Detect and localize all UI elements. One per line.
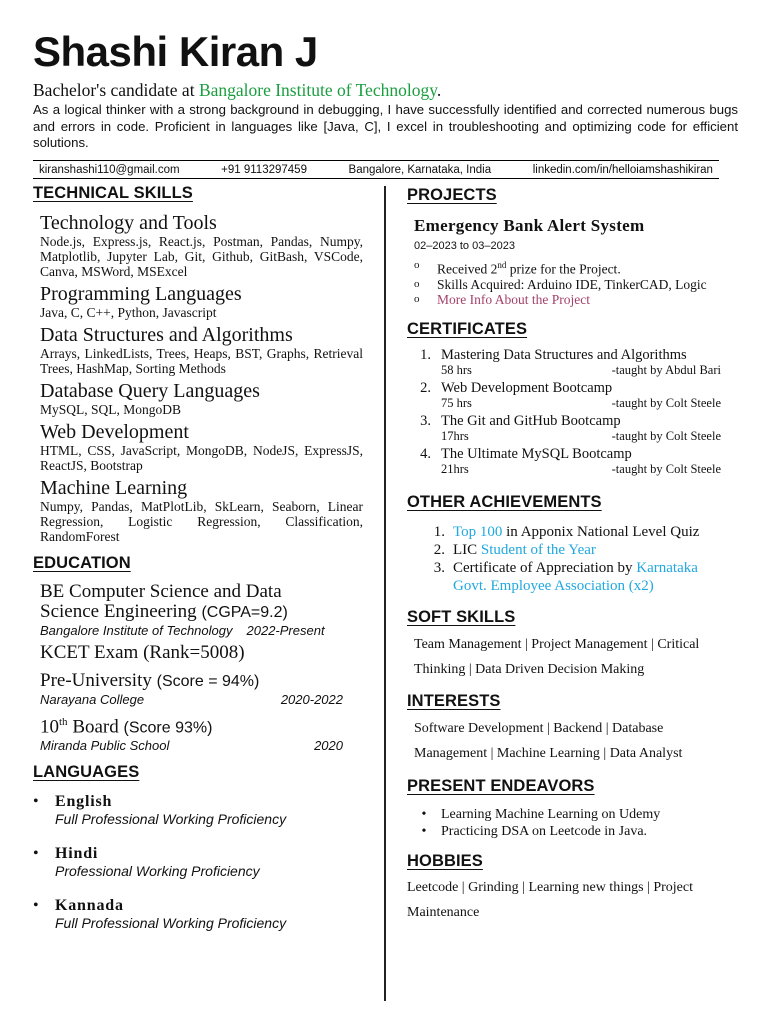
achievement-pre: Certificate of Appreciation by <box>453 559 637 576</box>
achievement-pre: LIC <box>453 541 481 558</box>
interests-line: Management | Machine Learning | Data Analyst <box>414 745 683 761</box>
soft-skills-text <box>414 632 737 682</box>
certificate-title: Mastering Data Structures and Algorithms <box>441 346 687 363</box>
certificate-instructor: -taught by Colt Steele <box>611 395 721 410</box>
achievement-item <box>407 541 737 559</box>
achievement-link[interactable]: Top 100 <box>453 523 503 540</box>
summary: As a logical thinker with a strong background in debugging, I have successfully identified and corrected numerous bugs and errors in code. Proficient in languages like [Java, C], I excel in troubleshooting and optimizing code for efficient solutions. <box>33 102 738 150</box>
language-row <box>33 896 363 915</box>
edu-pu-title-row <box>40 671 363 692</box>
achievement-text <box>453 559 698 595</box>
skill-group-title: Database Query Languages <box>40 380 260 402</box>
soft-skills-line: Thinking | Data Driven Decision Making <box>414 661 645 677</box>
language-row <box>33 792 363 811</box>
candidate-name: Shashi Kiran J <box>33 28 318 75</box>
language-item <box>33 896 363 932</box>
achievement-item <box>407 559 737 595</box>
column-divider <box>384 186 386 1001</box>
certificate-meta <box>441 429 737 443</box>
skill-group-title: Data Structures and Algorithms <box>40 324 293 346</box>
achievement-number: 3. <box>433 559 445 576</box>
soft-skills-line: Team Management | Project Management | Critical <box>414 636 700 652</box>
bullet: • <box>33 897 39 915</box>
edu-pu-title: Pre-University <box>40 670 152 691</box>
skill-group <box>33 212 363 279</box>
bullet: • <box>421 824 427 839</box>
left-column <box>33 184 363 932</box>
certificate-meta <box>441 396 737 410</box>
skill-group-title: Programming Languages <box>40 283 242 305</box>
achievements-heading: OTHER ACHIEVEMENTS <box>407 492 602 511</box>
subtitle <box>33 80 441 101</box>
edu-tenth-title-pre: 10 <box>40 716 59 738</box>
edu-tenth-title-post: Board <box>67 716 119 738</box>
certificate-instructor: -taught by Colt Steele <box>611 428 721 443</box>
certificate-row <box>407 347 737 363</box>
achievement-rest: in Apponix National Level Quiz <box>502 523 700 540</box>
bullet: • <box>421 806 427 822</box>
edu-kcet-title: KCET Exam <box>40 642 139 663</box>
certificate-item <box>407 446 737 476</box>
achievements-list <box>407 523 737 595</box>
interests-text <box>414 716 737 766</box>
hobbies-line: Leetcode | Grinding | Learning new things | Project <box>407 879 693 895</box>
edu-pu-meta <box>40 692 363 707</box>
achievement-number: 2. <box>433 541 445 558</box>
hobbies-heading: HOBBIES <box>407 851 483 870</box>
edu-tenth-title-row <box>40 712 363 738</box>
skill-group-text: MySQL, SQL, MongoDB <box>40 402 182 417</box>
interests-heading: INTERESTS <box>407 691 501 710</box>
bullet: • <box>33 793 39 811</box>
language-row <box>33 844 363 863</box>
certificate-hours: 58 hrs <box>441 362 472 377</box>
list-item <box>414 277 737 292</box>
project-more-info-link[interactable]: More Info About the Project <box>437 291 590 307</box>
achievement-text <box>453 523 699 541</box>
certificate-meta <box>441 462 737 476</box>
projects-heading: PROJECTS <box>407 186 497 204</box>
edu-be-title: Science Engineering <box>40 601 197 622</box>
skill-group <box>33 283 363 320</box>
edu-be-title-line2 <box>40 602 363 623</box>
technical-skills-heading: TECHNICAL SKILLS <box>33 184 193 202</box>
edu-be-title-line1: BE Computer Science and Data <box>40 581 282 602</box>
certificate-item <box>407 347 737 377</box>
certificate-hours: 75 hrs <box>441 395 472 410</box>
language-item <box>33 844 363 880</box>
language-level: Full Professional Working Proficiency <box>55 915 287 932</box>
skill-group-text: Numpy, Pandas, MatPlotLib, SkLearn, Seaborn, Linear Regression, Logistic Regression, Classification, RandomForest <box>40 499 363 544</box>
edu-tenth-score: (Score 93%) <box>123 719 213 737</box>
certificate-row <box>407 446 737 462</box>
institution-name: Bangalore Institute of Technology <box>198 80 437 100</box>
endeavors-heading: PRESENT ENDEAVORS <box>407 776 595 795</box>
certificate-item <box>407 413 737 443</box>
language-name: Kannada <box>55 897 124 915</box>
skill-group-title: Technology and Tools <box>40 212 217 234</box>
project-title: Emergency Bank Alert System <box>414 216 645 235</box>
achievement-link[interactable]: Karnataka <box>636 559 698 576</box>
edu-tenth-meta <box>40 738 363 753</box>
skill-group-text: Java, C, C++, Python, Javascript <box>40 305 217 320</box>
list-item <box>414 258 737 277</box>
certificate-number: 3. <box>420 412 431 429</box>
subtitle-suffix: . <box>436 80 442 100</box>
education-heading: EDUCATION <box>33 554 131 572</box>
project-bullet-1-pre: Received 2 <box>437 261 498 277</box>
right-column <box>407 186 737 925</box>
interests-line: Software Development | Backend | Database <box>414 720 664 736</box>
edu-kcet-rank: (Rank=5008) <box>143 642 245 663</box>
language-item <box>33 792 363 828</box>
certificates-heading: CERTIFICATES <box>407 319 528 338</box>
education-tenth <box>33 712 363 753</box>
language-name: Hindi <box>55 845 99 863</box>
project-bullet-1-sup: nd <box>497 260 507 270</box>
certificates-list <box>407 347 737 476</box>
certificate-title: The Git and GitHub Bootcamp <box>441 412 621 429</box>
contact-bar <box>33 160 719 179</box>
language-level: Professional Working Proficiency <box>55 863 260 880</box>
edu-pu-years: 2020-2022 <box>280 692 343 707</box>
location: Bangalore, Karnataka, India <box>348 163 492 176</box>
soft-skills-heading: SOFT SKILLS <box>407 607 516 626</box>
project-dates: 02–2023 to 03–2023 <box>414 240 515 252</box>
certificate-row <box>407 380 737 396</box>
project-bullet-2: Skills Acquired: Arduino IDE, TinkerCAD, Logic <box>437 276 707 292</box>
edu-tenth-year: 2020 <box>314 738 343 754</box>
linkedin-link[interactable]: linkedin.com/in/helloiamshashikiran <box>532 163 713 176</box>
skill-group-text: Arrays, LinkedLists, Trees, Heaps, BST, Graphs, Retrieval Trees, HashMap, Sorting Methods <box>40 346 363 376</box>
bullet: • <box>33 845 39 863</box>
language-level: Full Professional Working Proficiency <box>55 811 287 828</box>
certificate-instructor: -taught by Abdul Bari <box>611 362 721 377</box>
edu-be-meta <box>40 623 363 638</box>
subtitle-prefix: Bachelor's candidate at <box>33 80 199 100</box>
edu-kcet-title-row <box>40 643 363 663</box>
skill-group-title: Machine Learning <box>40 477 188 499</box>
endeavor-text: Learning Machine Learning on Udemy <box>441 806 661 822</box>
circle-bullet-icon: o <box>414 259 420 271</box>
hobbies-text <box>407 875 737 925</box>
achievement-item <box>407 523 737 541</box>
phone: +91 9113297459 <box>221 163 307 176</box>
skill-group <box>33 421 363 473</box>
email-link[interactable]: kiranshashi110@gmail.com <box>39 163 180 176</box>
edu-be-years: 2022-Present <box>246 623 325 638</box>
edu-be-grade: (CGPA=9.2) <box>201 604 288 621</box>
languages-heading: LANGUAGES <box>33 763 140 782</box>
certificate-instructor: -taught by Colt Steele <box>611 461 721 476</box>
edu-be-school: Bangalore Institute of Technology <box>40 623 233 638</box>
certificate-title: Web Development Bootcamp <box>441 379 613 396</box>
skill-group-text: Node.js, Express.js, React.js, Postman, Pandas, Numpy, Matplotlib, Jupyter Lab, Git, Github, GitBash, VSCode, Canva, MSWord, MSExcel <box>40 234 363 279</box>
certificate-item <box>407 380 737 410</box>
circle-bullet-icon: o <box>414 277 420 290</box>
project-bullet-1 <box>437 258 621 277</box>
certificate-hours: 21hrs <box>441 461 469 476</box>
skill-group-text: HTML, CSS, JavaScript, MongoDB, NodeJS, ExpressJS, ReactJS, Bootstrap <box>40 443 363 473</box>
edu-tenth-school: Miranda Public School <box>40 738 170 754</box>
language-name: English <box>55 793 113 811</box>
skill-group <box>33 380 363 417</box>
education-be <box>33 582 363 638</box>
certificate-meta <box>441 363 737 377</box>
certificate-hours: 17hrs <box>441 428 469 443</box>
skill-group <box>33 477 363 544</box>
achievement-number: 1. <box>433 523 445 540</box>
education-pu <box>33 671 363 707</box>
certificate-number: 2. <box>420 379 431 396</box>
certificate-number: 4. <box>420 445 431 462</box>
edu-pu-score: (Score = 94%) <box>156 673 260 690</box>
skill-group-title: Web Development <box>40 421 189 443</box>
certificate-row <box>407 413 737 429</box>
achievement-text <box>453 541 596 559</box>
skill-group <box>33 324 363 376</box>
list-item <box>407 823 737 841</box>
achievement-link[interactable]: Student of the Year <box>480 541 596 558</box>
education-kcet <box>33 643 363 663</box>
edu-pu-school: Narayana College <box>40 692 145 707</box>
edu-tenth-sup: th <box>59 716 68 728</box>
endeavor-text: Practicing DSA on Leetcode in Java. <box>441 824 648 839</box>
list-item <box>407 806 737 824</box>
list-item <box>414 292 737 307</box>
endeavors-list <box>407 806 737 841</box>
certificate-title: The Ultimate MySQL Bootcamp <box>441 445 632 462</box>
project-bullet-1-post: prize for the Project. <box>506 261 621 277</box>
project-bullets <box>414 258 737 307</box>
hobbies-line: Maintenance <box>407 904 480 920</box>
achievement-link[interactable]: Govt. Employee Association (x2) <box>453 577 654 594</box>
certificate-number: 1. <box>420 346 431 363</box>
circle-bullet-icon: o <box>414 292 420 305</box>
